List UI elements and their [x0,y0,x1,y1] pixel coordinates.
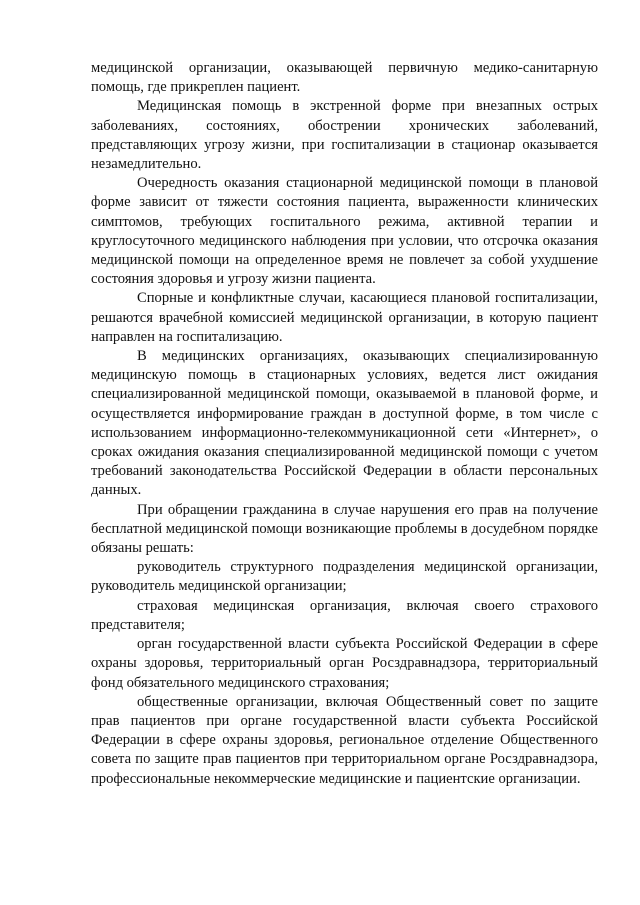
paragraph-emergency-care: Медицинская помощь в экстренной форме при внезапных острых заболеваниях, состояниях, обострении хронических заболеваний, представляющих угрозу жизни, при госпитализации в стационар оказывается незамедлительно. [91,98,598,173]
paragraph-citizen-appeal: При обращении гражданина в случае нарушения его прав на получение бесплатной медицинской помощи возникающие проблемы в досудебном порядке обязаны решать: [91,501,598,557]
paragraph-continuation: медицинской организации, оказывающей первичную медико-санитарную помощь, где прикреплен пациент. [91,60,598,96]
list-item-public-orgs: общественные организации, включая Общественный совет по защите прав пациентов при органе государственной власти субъекта Российской Федерации в сфере охраны здоровья, региональное отделение Общественного совета по защите прав пациентов при территориальном органе Росздравнадзора, профессиональные некоммерческие медицинские и пациентские организации. [91,693,598,787]
document-page [91,59,598,789]
list-item-insurance-org: страховая медицинская организация, включая своего страхового представителя; [91,597,598,633]
list-item-unit-head: руководитель структурного подразделения медицинской организации, руководитель медицинской организации; [91,559,598,595]
list-item-state-authority: орган государственной власти субъекта Российской Федерации в сфере охраны здоровья, территориальный орган Росздравнадзора, территориальный фонд обязательного медицинского страхования; [91,636,598,691]
paragraph-waiting-list: В медицинских организациях, оказывающих специализированную медицинскую помощь в стационарных условиях, ведется лист ожидания специализированной медицинской помощи, оказываемой в плановой форме, и осуществляется информирование граждан в доступной форме, в том числе с использованием информационно-телекоммуникационной сети «Интернет», о сроках ожидания оказания специализированной медицинской помощи с учетом требований законодательства Российской Федерации в области персональных данных. [91,348,598,499]
paragraph-planned-care-order: Очередность оказания стационарной медицинской помощи в плановой форме зависит от тяжести состояния пациента, выраженности клинических симптомов, требующих госпитального режима, активной терапии и круглосуточного медицинского наблюдения при условии, что отсрочка оказания медицинской помощи на определенное время не повлечет за собой ухудшение состояния здоровья и угрозу жизни пациента. [91,175,598,288]
paragraph-disputed-cases: Спорные и конфликтные случаи, касающиеся плановой госпитализации, решаются врачебной комиссией медицинской организации, в которую пациент направлен на госпитализацию. [91,290,598,345]
